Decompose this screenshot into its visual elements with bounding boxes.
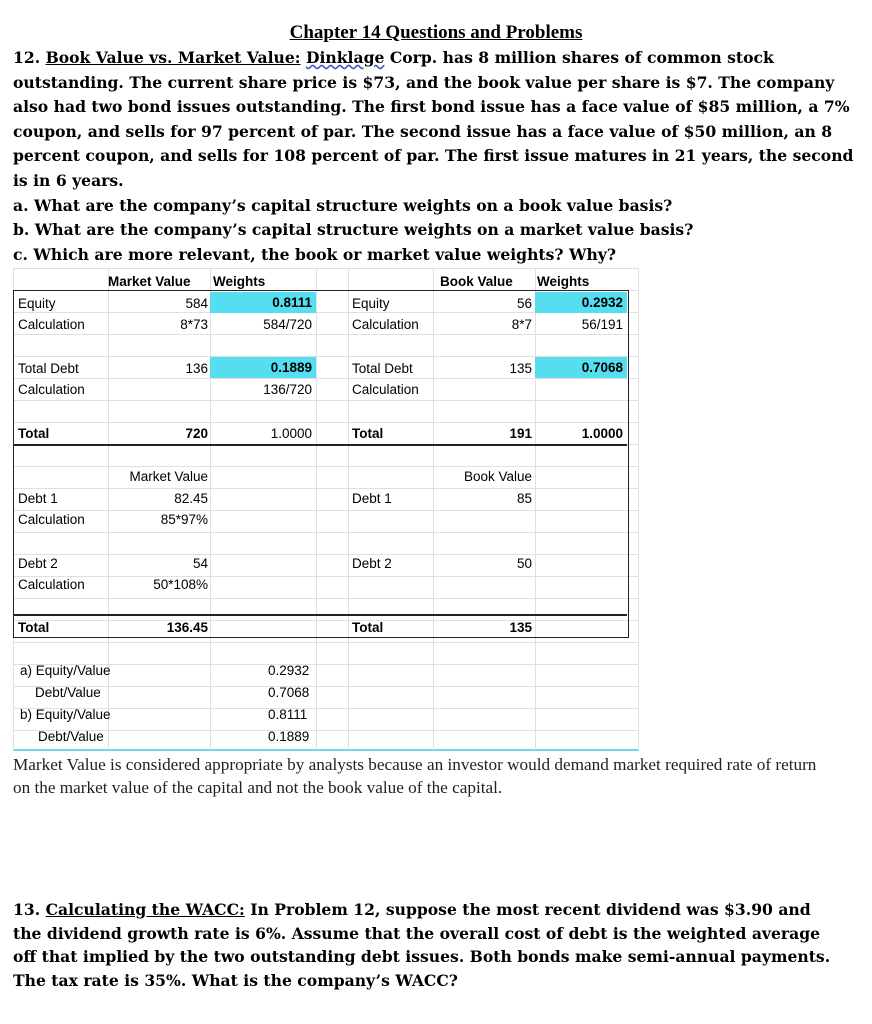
total-book-weight: 1.0000 bbox=[581, 426, 623, 441]
answer-b-debt-value: 0.1889 bbox=[268, 729, 310, 744]
problem-13-body: In Problem 12, suppose the most recent dividend was $3.90 and the dividend growth rate is 6%. Assume that the overall cost of debt is the weighted average off that implied by the two outstanding debt issues. Both bonds make semi-annual payments. The tax rate is 35%. What is the company’s WACC? bbox=[13, 900, 831, 990]
debt2-book-value: 50 bbox=[516, 556, 532, 571]
equity-book-calc-label: Calculation bbox=[352, 317, 419, 332]
debt1-book-label: Debt 1 bbox=[352, 491, 392, 506]
bond-total-book-value: 135 bbox=[509, 620, 532, 635]
debt-calc-label: Calculation bbox=[18, 382, 85, 397]
total-book-value: 191 bbox=[509, 426, 532, 441]
debt1-label: Debt 1 bbox=[18, 491, 58, 506]
debt-book-weight: 0.7068 bbox=[535, 357, 627, 378]
debt2-calc-label: Calculation bbox=[18, 577, 85, 592]
debt-market-weight: 0.1889 bbox=[210, 357, 316, 378]
debt-book-label: Total Debt bbox=[352, 361, 413, 376]
table-border bbox=[13, 290, 629, 638]
debt2-label: Debt 2 bbox=[18, 556, 58, 571]
problem-13-number: 13. bbox=[13, 900, 41, 919]
answer-a-equity-value: 0.2932 bbox=[268, 663, 310, 678]
equity-calc-label: Calculation bbox=[18, 317, 85, 332]
chapter-title: Chapter 14 Questions and Problems bbox=[289, 22, 583, 43]
equity-market-value: 584 bbox=[185, 296, 208, 311]
debt-book-value: 135 bbox=[509, 361, 532, 376]
bonds-header-market-value: Market Value bbox=[129, 469, 208, 484]
header-weights-book: Weights bbox=[537, 274, 590, 289]
problem-13-statement bbox=[13, 898, 843, 992]
question-b: b. What are the company’s capital structure weights on a market value basis? bbox=[13, 220, 694, 240]
equity-label: Equity bbox=[18, 296, 56, 311]
equity-book-calc: 8*7 bbox=[511, 317, 532, 332]
question-c: c. Which are more relevant, the book or market value weights? Why? bbox=[13, 244, 617, 264]
debt1-book-value: 85 bbox=[516, 491, 532, 506]
debt2-book-label: Debt 2 bbox=[352, 556, 392, 571]
answer-a-debt-label: Debt/Value bbox=[35, 685, 101, 700]
total-market-value: 720 bbox=[185, 426, 208, 441]
question-a: a. What are the company’s capital structure weights on a book value basis? bbox=[13, 195, 673, 215]
spreadsheet bbox=[13, 268, 639, 750]
equity-market-weight-calc: 584/720 bbox=[263, 317, 312, 332]
header-weights: Weights bbox=[213, 274, 266, 289]
total-book-label: Total bbox=[352, 426, 384, 441]
equity-market-calc: 8*73 bbox=[180, 317, 208, 332]
debt1-calc-label: Calculation bbox=[18, 512, 85, 527]
debt1-market-value: 82.45 bbox=[174, 491, 208, 506]
total-label: Total bbox=[18, 426, 50, 441]
problem-12-body: Corp. has 8 million shares of common stock outstanding. The current share price is $73, and the book value per share is $7. The company also had two bond issues outstanding. The first bond issue has a face value of $85 million, a 7% coupon, and sells for 97 percent of par. The second issue has a face value of $50 million, an 8 percent coupon, and sells for 108 percent of par. The first issue matures in 21 years, the second is in 6 years. bbox=[13, 48, 854, 190]
debt2-market-value: 54 bbox=[192, 556, 208, 571]
debt-market-value: 136 bbox=[185, 361, 208, 376]
header-book-value: Book Value bbox=[440, 274, 513, 289]
answer-b-equity-label: b) Equity/Value bbox=[20, 707, 111, 722]
bond-total-book-label: Total bbox=[352, 620, 384, 635]
answer-b-debt-label: Debt/Value bbox=[38, 729, 104, 744]
equity-market-weight: 0.8111 bbox=[210, 292, 316, 313]
equity-book-label: Equity bbox=[352, 296, 390, 311]
answer-a-equity-label: a) Equity/Value bbox=[20, 663, 111, 678]
debt-label: Total Debt bbox=[18, 361, 79, 376]
debt-book-calc-label: Calculation bbox=[352, 382, 419, 397]
equity-book-value: 56 bbox=[516, 296, 532, 311]
answer-b-equity-value: 0.8111 bbox=[268, 707, 308, 722]
header-market-value: Market Value bbox=[108, 274, 191, 289]
problem-12-number: 12. bbox=[13, 48, 41, 67]
bond-total-market-value: 136.45 bbox=[166, 620, 208, 635]
conclusion-text: Market Value is considered appropriate by analysts because an investor would demand market required rate of return on the market value of the capital and not the book value of the capital. bbox=[13, 755, 817, 797]
answer-a-debt-value: 0.7068 bbox=[268, 685, 310, 700]
equity-book-weight-calc: 56/191 bbox=[581, 317, 623, 332]
company-name: Dinklage bbox=[305, 48, 385, 67]
problem-13-topic: Calculating the WACC: bbox=[45, 900, 245, 919]
debt-market-weight-calc: 136/720 bbox=[263, 382, 312, 397]
debt1-market-calc: 85*97% bbox=[160, 512, 208, 527]
problem-13-text bbox=[13, 898, 843, 992]
debt2-market-calc: 50*108% bbox=[153, 577, 208, 592]
bond-total-label: Total bbox=[18, 620, 50, 635]
bonds-header-book-value: Book Value bbox=[463, 469, 532, 484]
problem-12-topic: Book Value vs. Market Value: bbox=[45, 48, 301, 67]
equity-book-weight: 0.2932 bbox=[535, 292, 627, 313]
problem-12-text bbox=[13, 46, 858, 267]
total-market-weight: 1.0000 bbox=[270, 426, 312, 441]
problem-12-statement bbox=[13, 46, 858, 194]
